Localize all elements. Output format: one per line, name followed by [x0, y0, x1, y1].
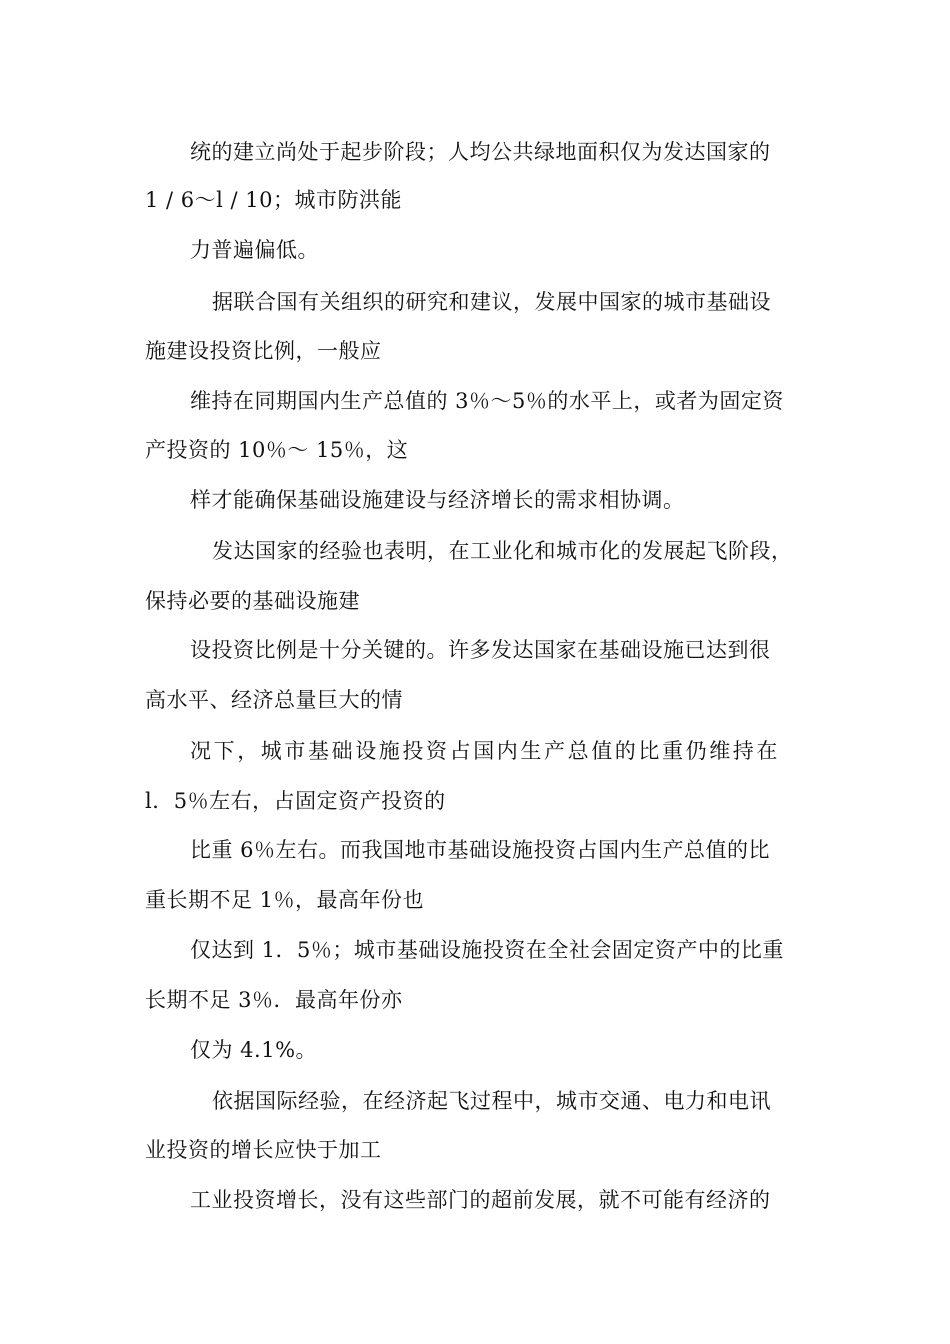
text-line: 保持必要的基础设施建 [145, 589, 360, 613]
text-line: 1 / 6～l / 10；城市防洪能 [145, 188, 403, 212]
text-line: 仅达到 1．5％；城市基础设施投资在全社会固定资产中的比重 [190, 938, 784, 962]
text-line: l．5％左右，占固定资产投资的 [145, 789, 446, 813]
text-line: 仅为 4.1%。 [190, 1038, 318, 1062]
text-line: 况下，城市基础设施投资占国内生产总值的比重仍维持在 [190, 739, 780, 763]
text-line: 据联合国有关组织的研究和建议，发展中国家的城市基础设 [212, 290, 771, 314]
text-line: 比重 6％左右。而我国地市基础设施投资占国内生产总值的比 [190, 838, 771, 862]
text-line: 维持在同期国内生产总值的 3％～5％的水平上，或者为固定资 [190, 389, 784, 413]
text-line: 力普遍偏低。 [190, 238, 319, 262]
text-line: 重长期不足 1％，最高年份也 [145, 888, 425, 912]
text-line: 高水平、经济总量巨大的情 [145, 688, 403, 712]
text-line: 长期不足 3％．最高年份亦 [145, 988, 403, 1012]
text-line: 发达国家的经验也表明，在工业化和城市化的发展起飞阶段， [212, 539, 793, 563]
text-line: 设投资比例是十分关键的。许多发达国家在基础设施已达到很 [190, 638, 771, 662]
text-line: 统的建立尚处于起步阶段；人均公共绿地面积仅为发达国家的 [190, 140, 771, 164]
text-line: 样才能确保基础设施建设与经济增长的需求相协调。 [190, 488, 685, 512]
text-line: 工业投资增长，没有这些部门的超前发展，就不可能有经济的 [190, 1188, 771, 1212]
text-line: 施建设投资比例，一般应 [145, 339, 382, 363]
text-line: 产投资的 10％～ 15％，这 [145, 438, 409, 462]
text-line: 依据国际经验，在经济起飞过程中，城市交通、电力和电讯 [212, 1089, 771, 1113]
text-line: 业投资的增长应快于加工 [145, 1138, 382, 1162]
